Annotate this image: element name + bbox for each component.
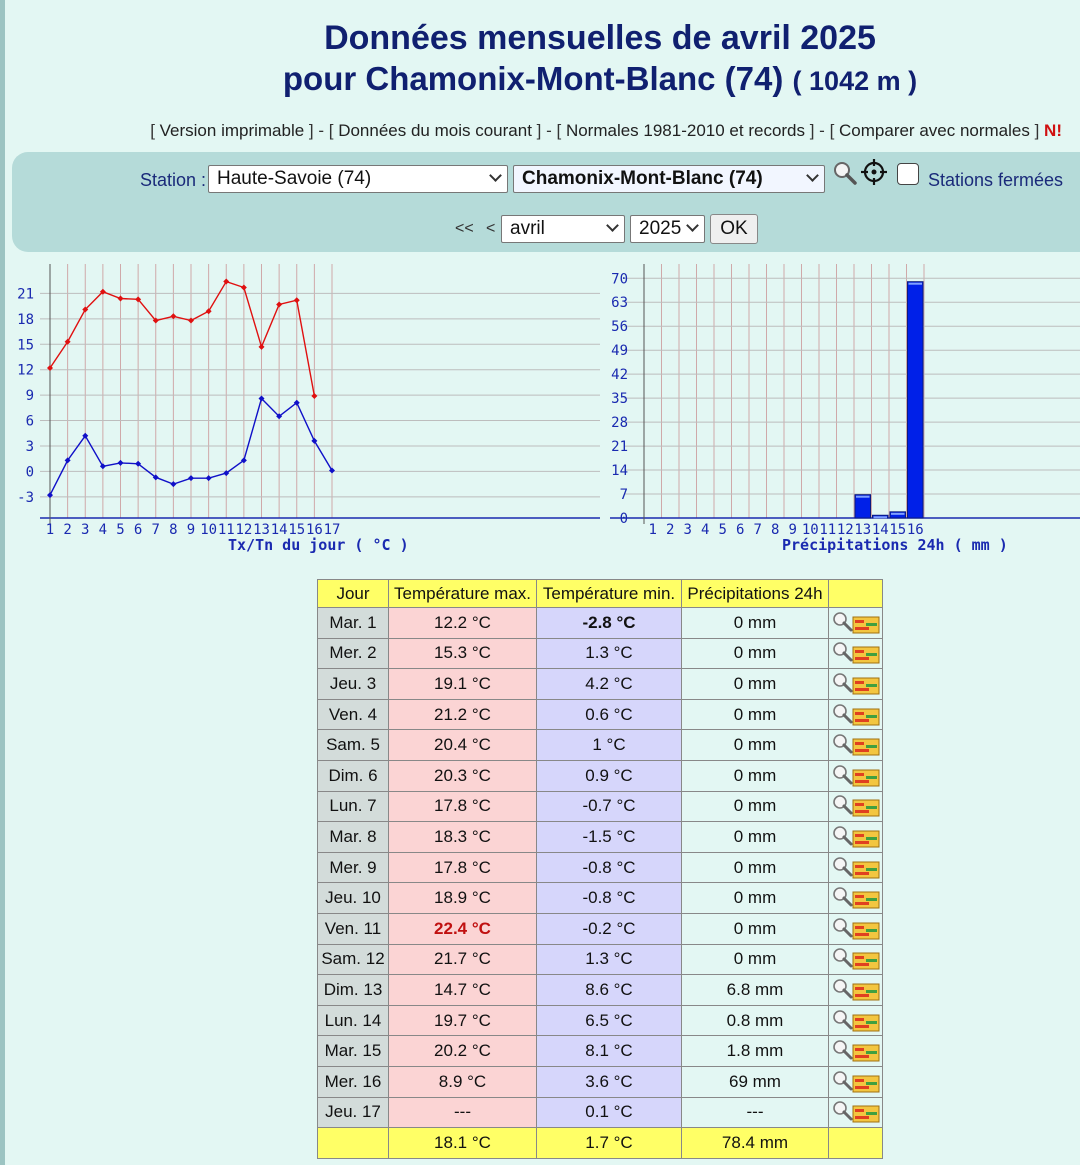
chevron-down-icon	[806, 169, 819, 182]
year-value: 2025	[639, 218, 682, 239]
row-actions	[829, 975, 883, 1006]
precip-y-tick-label: 70	[611, 271, 628, 288]
table-row	[318, 791, 883, 822]
row-action-icons	[832, 764, 880, 788]
row-actions	[829, 822, 883, 853]
row-action-icons	[832, 856, 880, 880]
row-precip: 0.8 mm	[682, 1005, 829, 1036]
ok-button[interactable]: OK	[710, 214, 758, 244]
title-line-1: Données mensuelles de avril 2025	[324, 19, 876, 57]
row-precip: 0 mm	[682, 730, 829, 761]
row-day: Jeu. 10	[318, 883, 389, 914]
temp-y-tick-label: 12	[17, 362, 34, 379]
row-actions	[829, 913, 883, 944]
row-actions	[829, 1097, 883, 1128]
row-tmin: 4.2 °C	[537, 669, 682, 700]
precip-x-tick-label: 1	[648, 522, 657, 538]
totals-tmax: 18.1 °C	[389, 1128, 537, 1159]
row-precip: ---	[682, 1097, 829, 1128]
temp-point-tn	[329, 468, 335, 474]
precip-x-tick-label: 8	[771, 522, 780, 538]
temp-y-tick-label: 9	[25, 388, 34, 405]
row-tmax: 22.4 °C	[389, 913, 537, 944]
search-icon[interactable]	[832, 160, 858, 186]
row-action-icons	[832, 1009, 880, 1033]
precip-bar-highlight	[874, 516, 888, 518]
row-tmax: 21.7 °C	[389, 944, 537, 975]
temp-x-tick-label: 4	[98, 522, 108, 538]
row-day: Lun. 7	[318, 791, 389, 822]
detail-search-icon[interactable]	[832, 825, 880, 849]
row-tmin: 8.1 °C	[537, 1036, 682, 1067]
totals-label	[318, 1128, 389, 1159]
department-select[interactable]	[208, 165, 508, 193]
department-value: Haute-Savoie (74)	[217, 168, 372, 189]
table-row	[318, 852, 883, 883]
precip-x-tick-label: 11	[819, 522, 837, 538]
precip-y-tick-label: 28	[611, 415, 628, 432]
table-row	[318, 913, 883, 944]
precipitation-chart-x-title: Précipitations 24h ( mm )	[782, 536, 1008, 554]
temp-point-tn	[311, 438, 317, 444]
header-tmax: Température max.	[389, 580, 537, 608]
temp-x-tick-label: 16	[305, 522, 323, 538]
row-precip: 0 mm	[682, 822, 829, 853]
detail-search-icon[interactable]	[832, 641, 880, 665]
row-tmin: 1.3 °C	[537, 638, 682, 669]
row-actions	[829, 1005, 883, 1036]
table-row	[318, 669, 883, 700]
table-row	[318, 975, 883, 1006]
row-day: Sam. 12	[318, 944, 389, 975]
precip-x-tick-label: 3	[683, 522, 692, 538]
temp-point-tn	[188, 475, 194, 481]
row-tmin: -0.2 °C	[537, 913, 682, 944]
chevron-down-icon	[606, 219, 619, 232]
row-tmax: ---	[389, 1097, 537, 1128]
row-tmax: 21.2 °C	[389, 699, 537, 730]
table-row	[318, 699, 883, 730]
detail-search-icon[interactable]	[832, 978, 880, 1002]
closed-stations-checkbox[interactable]	[897, 163, 919, 185]
detail-search-icon[interactable]	[832, 611, 880, 635]
temp-point-tx	[118, 296, 124, 302]
row-action-icons	[832, 703, 880, 727]
detail-search-icon[interactable]	[832, 672, 880, 696]
row-day: Mar. 1	[318, 608, 389, 639]
temp-x-tick-label: 7	[151, 522, 160, 538]
detail-search-icon[interactable]	[832, 764, 880, 788]
table-row	[318, 1005, 883, 1036]
row-actions	[829, 730, 883, 761]
precip-bar	[890, 512, 906, 518]
page-title	[0, 18, 1080, 102]
row-actions	[829, 1066, 883, 1097]
precip-y-tick-label: 49	[611, 343, 628, 360]
link-current-month[interactable]: Données du mois courant	[338, 121, 532, 140]
closed-stations-label: Stations fermées	[928, 170, 1064, 190]
row-tmin: 1.3 °C	[537, 944, 682, 975]
month-value: avril	[510, 218, 545, 239]
precip-bar-highlight	[856, 496, 870, 498]
row-tmin: -0.8 °C	[537, 852, 682, 883]
temp-x-tick-label: 15	[288, 522, 306, 538]
row-precip: 0 mm	[682, 913, 829, 944]
detail-search-icon[interactable]	[832, 1070, 880, 1094]
row-tmax: 17.8 °C	[389, 852, 537, 883]
row-actions	[829, 944, 883, 975]
left-border-strip	[0, 0, 5, 1165]
table-row	[318, 638, 883, 669]
temp-y-tick-label: -3	[17, 489, 34, 506]
row-action-icons	[832, 1039, 880, 1063]
row-tmin: -0.8 °C	[537, 883, 682, 914]
table-row	[318, 608, 883, 639]
row-day: Sam. 5	[318, 730, 389, 761]
temp-y-tick-label: 15	[17, 337, 34, 354]
prev-year-link[interactable]: <<	[455, 220, 474, 237]
link-printable[interactable]: Version imprimable	[159, 121, 305, 140]
precip-x-tick-label: 10	[801, 522, 819, 538]
month-select[interactable]	[501, 215, 625, 243]
temp-x-tick-label: 5	[116, 522, 125, 538]
row-day: Jeu. 17	[318, 1097, 389, 1128]
temperature-chart-x-title: Tx/Tn du jour ( °C )	[228, 536, 409, 554]
temp-y-tick-label: 0	[25, 464, 34, 481]
chevron-down-icon	[489, 169, 502, 182]
temp-x-tick-label: 12	[235, 522, 253, 538]
row-precip: 0 mm	[682, 608, 829, 639]
row-tmin: 6.5 °C	[537, 1005, 682, 1036]
detail-search-icon[interactable]	[832, 1009, 880, 1033]
temp-x-tick-label: 14	[270, 522, 288, 538]
temp-x-tick-label: 11	[217, 522, 235, 538]
row-tmax: 14.7 °C	[389, 975, 537, 1006]
precip-x-tick-label: 15	[889, 522, 907, 538]
row-tmin: -0.7 °C	[537, 791, 682, 822]
row-tmax: 12.2 °C	[389, 608, 537, 639]
row-precip: 0 mm	[682, 638, 829, 669]
temp-x-tick-label: 1	[45, 522, 55, 538]
detail-search-icon[interactable]	[832, 856, 880, 880]
row-tmax: 17.8 °C	[389, 791, 537, 822]
detail-search-icon[interactable]	[832, 794, 880, 818]
row-tmax: 20.2 °C	[389, 1036, 537, 1067]
temp-point-tx	[206, 308, 212, 314]
row-day: Dim. 6	[318, 760, 389, 791]
row-tmax: 18.9 °C	[389, 883, 537, 914]
row-action-icons	[832, 978, 880, 1002]
new-badge: N!	[1044, 121, 1062, 140]
row-actions	[829, 852, 883, 883]
row-precip: 0 mm	[682, 760, 829, 791]
detail-search-icon[interactable]	[832, 733, 880, 757]
row-tmin: 1 °C	[537, 730, 682, 761]
row-day: Mar. 8	[318, 822, 389, 853]
temp-series-line-tx	[50, 282, 314, 396]
row-actions	[829, 669, 883, 700]
totals-actions	[829, 1128, 883, 1159]
title-line-2	[0, 58, 1080, 102]
detail-search-icon[interactable]	[832, 947, 880, 971]
header-actions	[829, 580, 883, 608]
row-action-icons	[832, 825, 880, 849]
temp-x-tick-label: 10	[200, 522, 218, 538]
temp-y-tick-label: 3	[25, 438, 34, 455]
title-altitude: ( 1042 m )	[792, 66, 918, 96]
row-actions	[829, 699, 883, 730]
precip-y-tick-label: 35	[611, 391, 628, 408]
row-action-icons	[832, 733, 880, 757]
row-actions	[829, 883, 883, 914]
row-precip: 0 mm	[682, 699, 829, 730]
temp-x-tick-label: 17	[323, 522, 341, 538]
city-select[interactable]	[513, 165, 825, 193]
link-compare[interactable]: Comparer avec normales	[839, 121, 1030, 140]
header-day: Jour	[318, 580, 389, 608]
row-actions	[829, 791, 883, 822]
detail-search-icon[interactable]	[832, 1039, 880, 1063]
row-tmin: 0.1 °C	[537, 1097, 682, 1128]
row-action-icons	[832, 611, 880, 635]
detail-search-icon[interactable]	[832, 1100, 880, 1124]
title-station: pour Chamonix-Mont-Blanc (74)	[282, 60, 784, 97]
row-tmin: -1.5 °C	[537, 822, 682, 853]
row-action-icons	[832, 1100, 880, 1124]
year-select[interactable]	[630, 215, 705, 243]
precip-bar-highlight	[891, 513, 905, 515]
precip-y-tick-label: 56	[611, 319, 628, 336]
row-precip: 0 mm	[682, 883, 829, 914]
temp-point-tx	[276, 301, 282, 307]
row-action-icons	[832, 1070, 880, 1094]
detail-search-icon[interactable]	[832, 886, 880, 910]
temp-point-tn	[118, 460, 124, 466]
temp-point-tx	[311, 393, 317, 399]
precip-x-tick-label: 12	[836, 522, 854, 538]
precip-y-tick-label: 63	[611, 295, 628, 312]
row-tmin: 3.6 °C	[537, 1066, 682, 1097]
table-row	[318, 944, 883, 975]
row-day: Mer. 9	[318, 852, 389, 883]
precip-x-tick-label: 16	[906, 522, 924, 538]
row-actions	[829, 608, 883, 639]
header-precip: Précipitations 24h	[682, 580, 829, 608]
header-tmin: Température min.	[537, 580, 682, 608]
precip-y-tick-label: 21	[611, 439, 628, 456]
temp-y-tick-label: 18	[17, 311, 34, 328]
row-tmax: 18.3 °C	[389, 822, 537, 853]
locate-icon[interactable]	[860, 158, 888, 186]
row-day: Mer. 16	[318, 1066, 389, 1097]
row-action-icons	[832, 917, 880, 941]
table-row	[318, 883, 883, 914]
temp-point-tn	[206, 475, 212, 481]
row-precip: 0 mm	[682, 852, 829, 883]
row-tmax: 15.3 °C	[389, 638, 537, 669]
row-day: Jeu. 3	[318, 669, 389, 700]
row-actions	[829, 760, 883, 791]
precip-x-tick-label: 2	[666, 522, 675, 538]
table-row	[318, 760, 883, 791]
precip-x-tick-label: 13	[854, 522, 872, 538]
row-tmax: 19.7 °C	[389, 1005, 537, 1036]
row-tmax: 20.4 °C	[389, 730, 537, 761]
row-precip: 0 mm	[682, 669, 829, 700]
temp-x-tick-label: 9	[186, 522, 196, 538]
table-totals-row	[318, 1128, 883, 1159]
precip-x-tick-label: 9	[788, 522, 797, 538]
city-value: Chamonix-Mont-Blanc (74)	[522, 168, 763, 189]
temp-x-tick-label: 8	[169, 522, 178, 538]
row-action-icons	[832, 947, 880, 971]
temp-point-tx	[241, 284, 247, 290]
totals-tmin: 1.7 °C	[537, 1128, 682, 1159]
temp-y-tick-label: 6	[25, 413, 34, 430]
precipitation-chart	[600, 258, 1080, 558]
table-row	[318, 1097, 883, 1128]
temp-point-tn	[100, 463, 106, 469]
row-actions	[829, 638, 883, 669]
link-normals[interactable]: Normales 1981-2010 et records	[565, 121, 806, 140]
row-precip: 69 mm	[682, 1066, 829, 1097]
detail-search-icon[interactable]	[832, 917, 880, 941]
temp-point-tn	[170, 481, 176, 487]
temp-point-tx	[223, 279, 229, 285]
temp-x-tick-label: 3	[81, 522, 90, 538]
row-precip: 0 mm	[682, 791, 829, 822]
temp-point-tx	[294, 297, 300, 303]
row-day: Mer. 2	[318, 638, 389, 669]
row-actions	[829, 1036, 883, 1067]
temperature-chart	[0, 258, 600, 558]
precip-x-tick-label: 5	[718, 522, 727, 538]
precip-x-tick-label: 7	[753, 522, 762, 538]
temp-x-tick-label: 6	[133, 522, 143, 538]
row-tmax: 8.9 °C	[389, 1066, 537, 1097]
table-row	[318, 730, 883, 761]
row-tmax: 19.1 °C	[389, 669, 537, 700]
precip-x-tick-label: 4	[701, 522, 710, 538]
temp-x-tick-label: 13	[253, 522, 270, 538]
precip-x-tick-label: 6	[736, 522, 745, 538]
precip-bar	[908, 282, 924, 518]
precip-y-tick-label: 14	[611, 463, 628, 480]
precip-x-tick-label: 14	[871, 522, 889, 538]
precip-y-tick-label: 7	[619, 487, 628, 504]
row-action-icons	[832, 672, 880, 696]
station-label: Station :	[140, 170, 207, 190]
row-precip: 1.8 mm	[682, 1036, 829, 1067]
row-day: Mar. 15	[318, 1036, 389, 1067]
row-action-icons	[832, 886, 880, 910]
row-tmin: 0.9 °C	[537, 760, 682, 791]
temp-x-tick-label: 2	[63, 522, 72, 538]
prev-month-link[interactable]: <	[486, 220, 496, 237]
row-tmax: 20.3 °C	[389, 760, 537, 791]
table-row	[318, 822, 883, 853]
row-precip: 0 mm	[682, 944, 829, 975]
row-tmin: 0.6 °C	[537, 699, 682, 730]
row-day: Dim. 13	[318, 975, 389, 1006]
row-tmin: 8.6 °C	[537, 975, 682, 1006]
row-action-icons	[832, 641, 880, 665]
link-bar: [ Version imprimable ] - [ Données du mois courant ] - [ Normales 1981-2010 et records ] - [ Comparer avec normales ] N!	[150, 121, 1062, 140]
precip-y-tick-label: 0	[619, 511, 628, 527]
precip-bar	[855, 495, 871, 518]
row-day: Ven. 11	[318, 913, 389, 944]
temp-y-tick-label: 21	[17, 286, 34, 303]
row-precip: 6.8 mm	[682, 975, 829, 1006]
table-row	[318, 1036, 883, 1067]
totals-precip: 78.4 mm	[682, 1128, 829, 1159]
row-tmin: -2.8 °C	[537, 608, 682, 639]
table-header-row	[318, 580, 883, 608]
row-day: Lun. 14	[318, 1005, 389, 1036]
precip-bar-highlight	[909, 283, 923, 285]
row-action-icons	[832, 794, 880, 818]
chevron-down-icon	[686, 219, 699, 232]
row-day: Ven. 4	[318, 699, 389, 730]
daily-data-table	[317, 579, 883, 1159]
table-row	[318, 1066, 883, 1097]
precip-y-tick-label: 42	[611, 367, 628, 384]
detail-search-icon[interactable]	[832, 703, 880, 727]
